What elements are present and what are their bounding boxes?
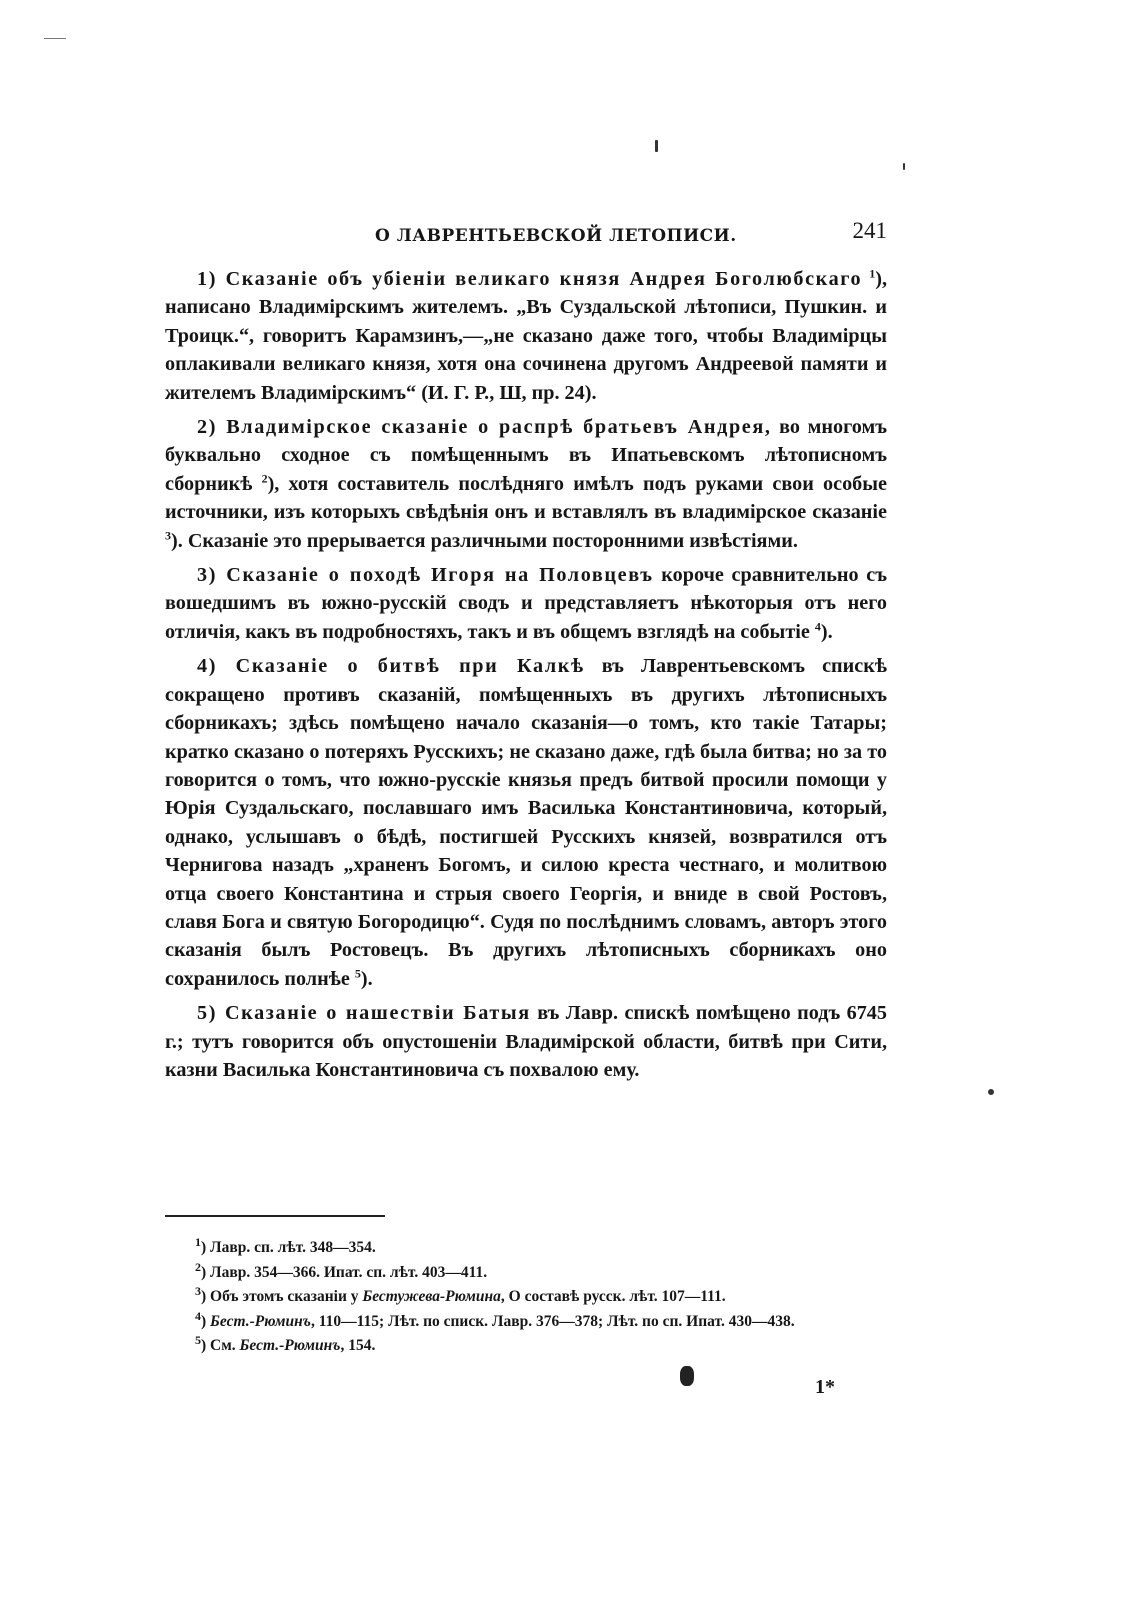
scan-speck: [680, 1366, 694, 1386]
footnote: [165, 1236, 887, 1261]
paragraph-text: короче сравнительно съ вошедшимъ въ южно-русскій сводъ и представляетъ нѣкоторыя отъ него отличія, какъ въ подробностяхъ, такъ и въ общемъ взглядѣ на событіе: [165, 564, 887, 643]
footnote-mark: 3: [195, 1283, 201, 1298]
footnote-text: ) Лавр. сп. лѣт. 348—354.: [201, 1239, 376, 1256]
footnote-text: ) См.: [201, 1337, 240, 1354]
paragraph-text: ).: [360, 967, 373, 990]
footnote-ref: 1: [869, 266, 876, 281]
paragraph-text: ), хотя составитель послѣдняго имѣлъ подъ руками свои особые источники, изъ которыхъ свѣдѣнія онъ и вставлялъ въ владимірское сказаніе: [165, 472, 887, 524]
footnote-text: , 154.: [340, 1337, 376, 1354]
footnote-author: Бест.-Рюминъ: [210, 1312, 311, 1330]
paragraph-lead: 3) Сказаніе о походѣ Игоря на Половцевъ: [197, 564, 654, 587]
signature-mark: 1*: [815, 1376, 835, 1398]
scan-speck: [655, 140, 658, 152]
paragraph-text: въ Лавр. спискѣ помѣщено подъ 6745 г.; тутъ говорится объ опустошеніи Владимірской области, битвѣ при Сити, казни Василька Константиновича съ похвалою ему.: [165, 1002, 887, 1081]
paragraph-2: [165, 413, 887, 555]
footnote-text: , 110—115; Лѣт. по списк. Лавр. 376—378; Лѣт. по сп. Ипат. 430—438.: [310, 1312, 795, 1330]
paragraph-1: [165, 265, 887, 407]
footnote-ref: 5: [354, 966, 361, 981]
page-number: 241: [852, 218, 887, 243]
edge-mark: [44, 38, 66, 39]
footnote-text: ) Объ этомъ сказаніи у: [201, 1288, 363, 1305]
paragraph-lead: 1) Сказаніе объ убіеніи великаго князя Андрея Боголюбскаго: [197, 268, 863, 290]
footnote-mark: 2: [195, 1259, 201, 1274]
footnotes: [165, 1236, 887, 1359]
scan-speck: [988, 1089, 994, 1095]
footnote-ref: 2: [261, 471, 268, 486]
footnote-mark: 4: [195, 1308, 201, 1323]
footnote-rule: [165, 1215, 385, 1217]
footnote: [165, 1310, 887, 1335]
paragraph-3: [165, 561, 887, 646]
paragraph-lead: 4) Сказаніе о битвѣ при Калкѣ: [197, 655, 585, 678]
paragraph-lead: 2) Владимірское сказаніе о распрѣ братьевъ Андрея,: [197, 416, 772, 439]
paragraph-lead: 5) Сказаніе о нашествіи Батыя: [197, 1002, 531, 1025]
body-text: [165, 265, 887, 1084]
page-header: [165, 218, 887, 252]
footnote-mark: 5: [195, 1332, 201, 1347]
footnote-ref: 4: [814, 619, 821, 634]
footnote: [165, 1285, 887, 1310]
footnote-author: Бестужева-Рюмина: [362, 1288, 501, 1305]
footnote-text: , О составѣ русск. лѣт. 107—111.: [500, 1288, 726, 1305]
footnote-ref: 3: [165, 527, 171, 542]
paragraph-text: въ Лаврентьевскомъ спискѣ сокращено противъ сказаній, помѣщенныхъ въ другихъ лѣтописныхъ сборникахъ; здѣсь помѣщено начало сказанія—о томъ, кто такіе Татары; кратко сказано о потеряхъ Русскихъ; не сказано даже, гдѣ была битва; но за то говорится о томъ, что южно-русскіе князья предъ битвой просили помощи у Юрія Суздальскаго, пославшаго имъ Василька Константиновича, который, однако, услышавъ о бѣдѣ, постигшей Русскихъ князей, возвратился отъ Чернигова назадъ „храненъ Богомъ, и силою креста честнаго, и молитвою отца своего Константина и стрыя своего Георгія, и вниде в свой Ростовъ, славя Бога и святую Богородицю“. Судя по послѣднимъ словамъ, авторъ этого сказанія былъ Ростовецъ. Въ другихъ лѣтописныхъ сборникахъ оно сохранилось полнѣе: [165, 655, 888, 990]
footnote-text: ) Лавр. 354—366. Ипат. сп. лѣт. 403—411.: [201, 1263, 488, 1281]
footnote-mark: 1: [195, 1234, 201, 1249]
paragraph-4: [165, 652, 887, 993]
paragraph-text: ), написано Владимірскимъ жителемъ. „Въ Суздальской лѣтописи, Пушкин. и Троицк.“, говоритъ Карамзинъ,—„не сказано даже того, чтобы Владимірцы оплакивали великаго князя, хотя она сочинена другомъ Андреевой памяти и жителемъ Владимірскимъ“ (И. Г. Р., Ш, пр. 24).: [165, 268, 888, 404]
paragraph-text: ). Сказаніе это прерывается различными посторонними извѣстіями.: [171, 529, 798, 552]
footnote-author: Бест.-Рюминъ: [239, 1337, 341, 1354]
footnote: [165, 1334, 887, 1359]
scan-speck: [903, 163, 905, 170]
running-title: О ЛАВРЕНТЬЕВСКОЙ ЛЕТОПИСИ.: [375, 226, 737, 246]
footnote: [165, 1261, 887, 1286]
footnote-text: ): [201, 1312, 211, 1330]
paragraph-text: во многомъ буквально сходное съ помѣщеннымъ въ Ипатьевскомъ лѣтописномъ сборникѣ: [165, 416, 887, 495]
paragraph-5: [165, 999, 887, 1084]
paragraph-text: ).: [820, 620, 833, 643]
